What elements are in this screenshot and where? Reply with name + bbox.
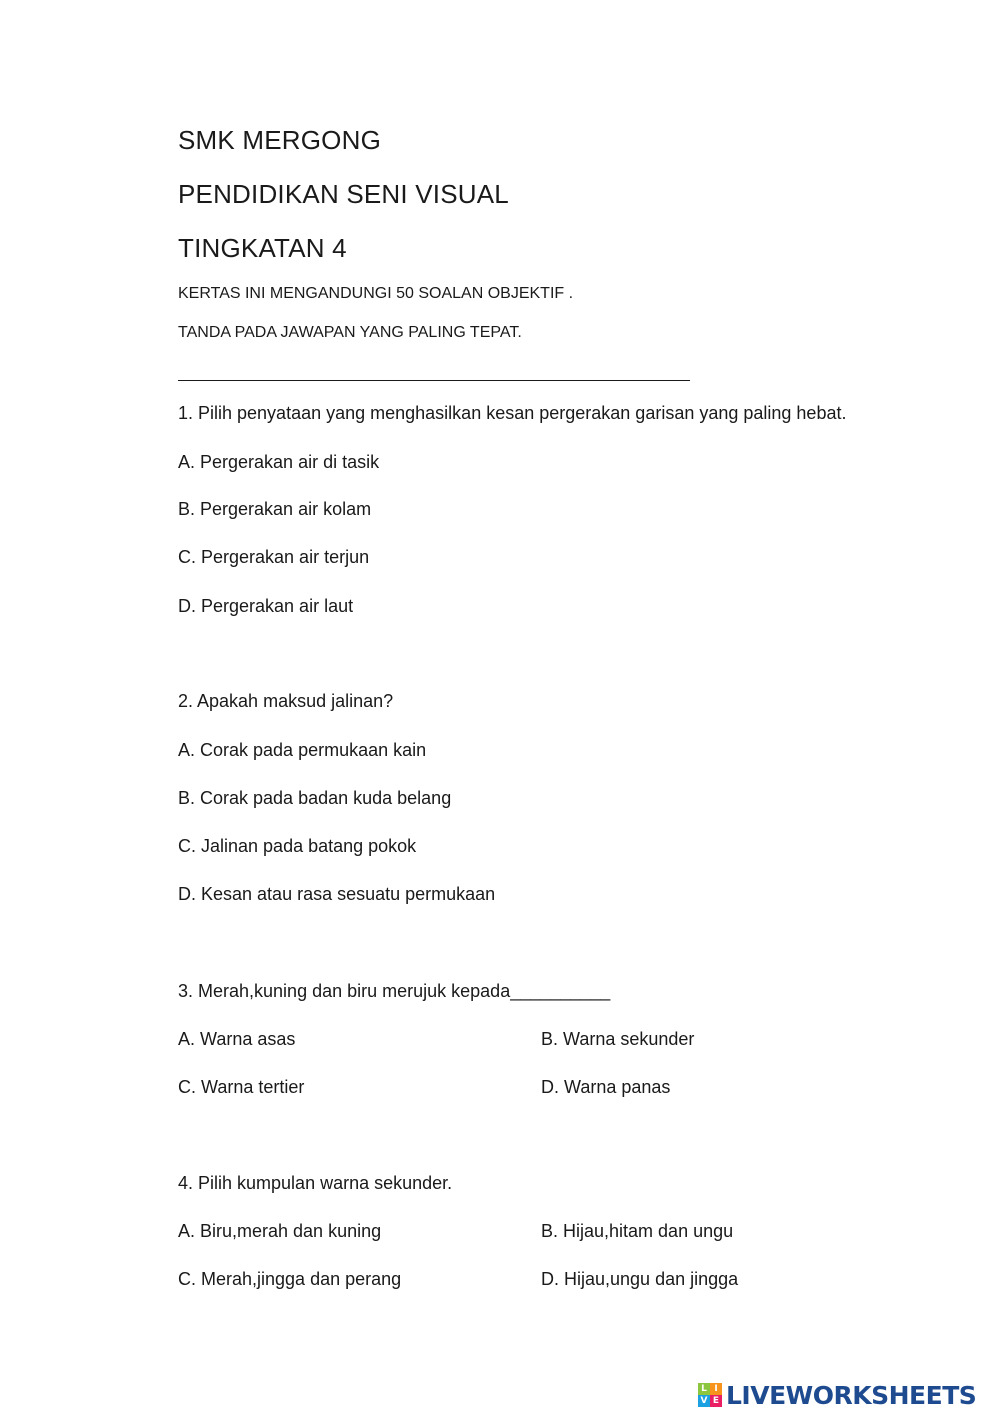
question-3-option-d[interactable]: D. Warna panas	[541, 1077, 671, 1097]
question-1-option-c[interactable]: C. Pergerakan air terjun	[178, 547, 370, 567]
question-1-option-d[interactable]: D. Pergerakan air laut	[178, 596, 354, 616]
question-4-option-c[interactable]: C. Merah,jingga dan perang	[178, 1269, 402, 1289]
instruction-line-2: TANDA PADA JAWAPAN YANG PALING TEPAT.	[178, 324, 522, 341]
form-level: TINGKATAN 4	[178, 233, 347, 263]
liveworksheets-wordmark: LIVEWORKSHEETS	[726, 1380, 977, 1410]
question-4-option-d[interactable]: D. Hijau,ungu dan jingga	[541, 1269, 739, 1289]
school-name: SMK MERGONG	[178, 125, 381, 155]
question-3-text: 3. Merah,kuning dan biru merujuk kepada__________	[178, 981, 611, 1001]
question-1-text: 1. Pilih penyataan yang menghasilkan kesan pergerakan garisan yang paling hebat.	[178, 403, 847, 423]
question-3-option-a[interactable]: A. Warna asas	[178, 1029, 296, 1049]
logo-letter-v: V	[698, 1395, 710, 1407]
instruction-line-1: KERTAS INI MENGANDUNGI 50 SOALAN OBJEKTIF .	[178, 285, 574, 302]
question-4-option-a[interactable]: A. Biru,merah dan kuning	[178, 1221, 382, 1241]
question-2-option-c[interactable]: C. Jalinan pada batang pokok	[178, 836, 417, 856]
subject-title: PENDIDIKAN SENI VISUAL	[178, 179, 509, 209]
question-2-option-b[interactable]: B. Corak pada badan kuda belang	[178, 788, 452, 808]
logo-letter-i: I	[710, 1383, 722, 1395]
question-2-text: 2. Apakah maksud jalinan?	[178, 691, 394, 711]
question-3-option-c[interactable]: C. Warna tertier	[178, 1077, 305, 1097]
question-4-text: 4. Pilih kumpulan warna sekunder.	[178, 1173, 453, 1193]
question-2-option-d[interactable]: D. Kesan atau rasa sesuatu permukaan	[178, 884, 496, 904]
question-1-option-a[interactable]: A. Pergerakan air di tasik	[178, 452, 380, 472]
liveworksheets-icon	[698, 1383, 722, 1407]
liveworksheets-logo[interactable]	[698, 1380, 976, 1410]
logo-letter-l: L	[698, 1383, 710, 1395]
question-1-option-b[interactable]: B. Pergerakan air kolam	[178, 499, 372, 519]
divider-line	[178, 380, 690, 381]
question-2-option-a[interactable]: A. Corak pada permukaan kain	[178, 740, 427, 760]
question-4-option-b[interactable]: B. Hijau,hitam dan ungu	[541, 1221, 734, 1241]
question-3-option-b[interactable]: B. Warna sekunder	[541, 1029, 695, 1049]
logo-letter-e: E	[710, 1395, 722, 1407]
